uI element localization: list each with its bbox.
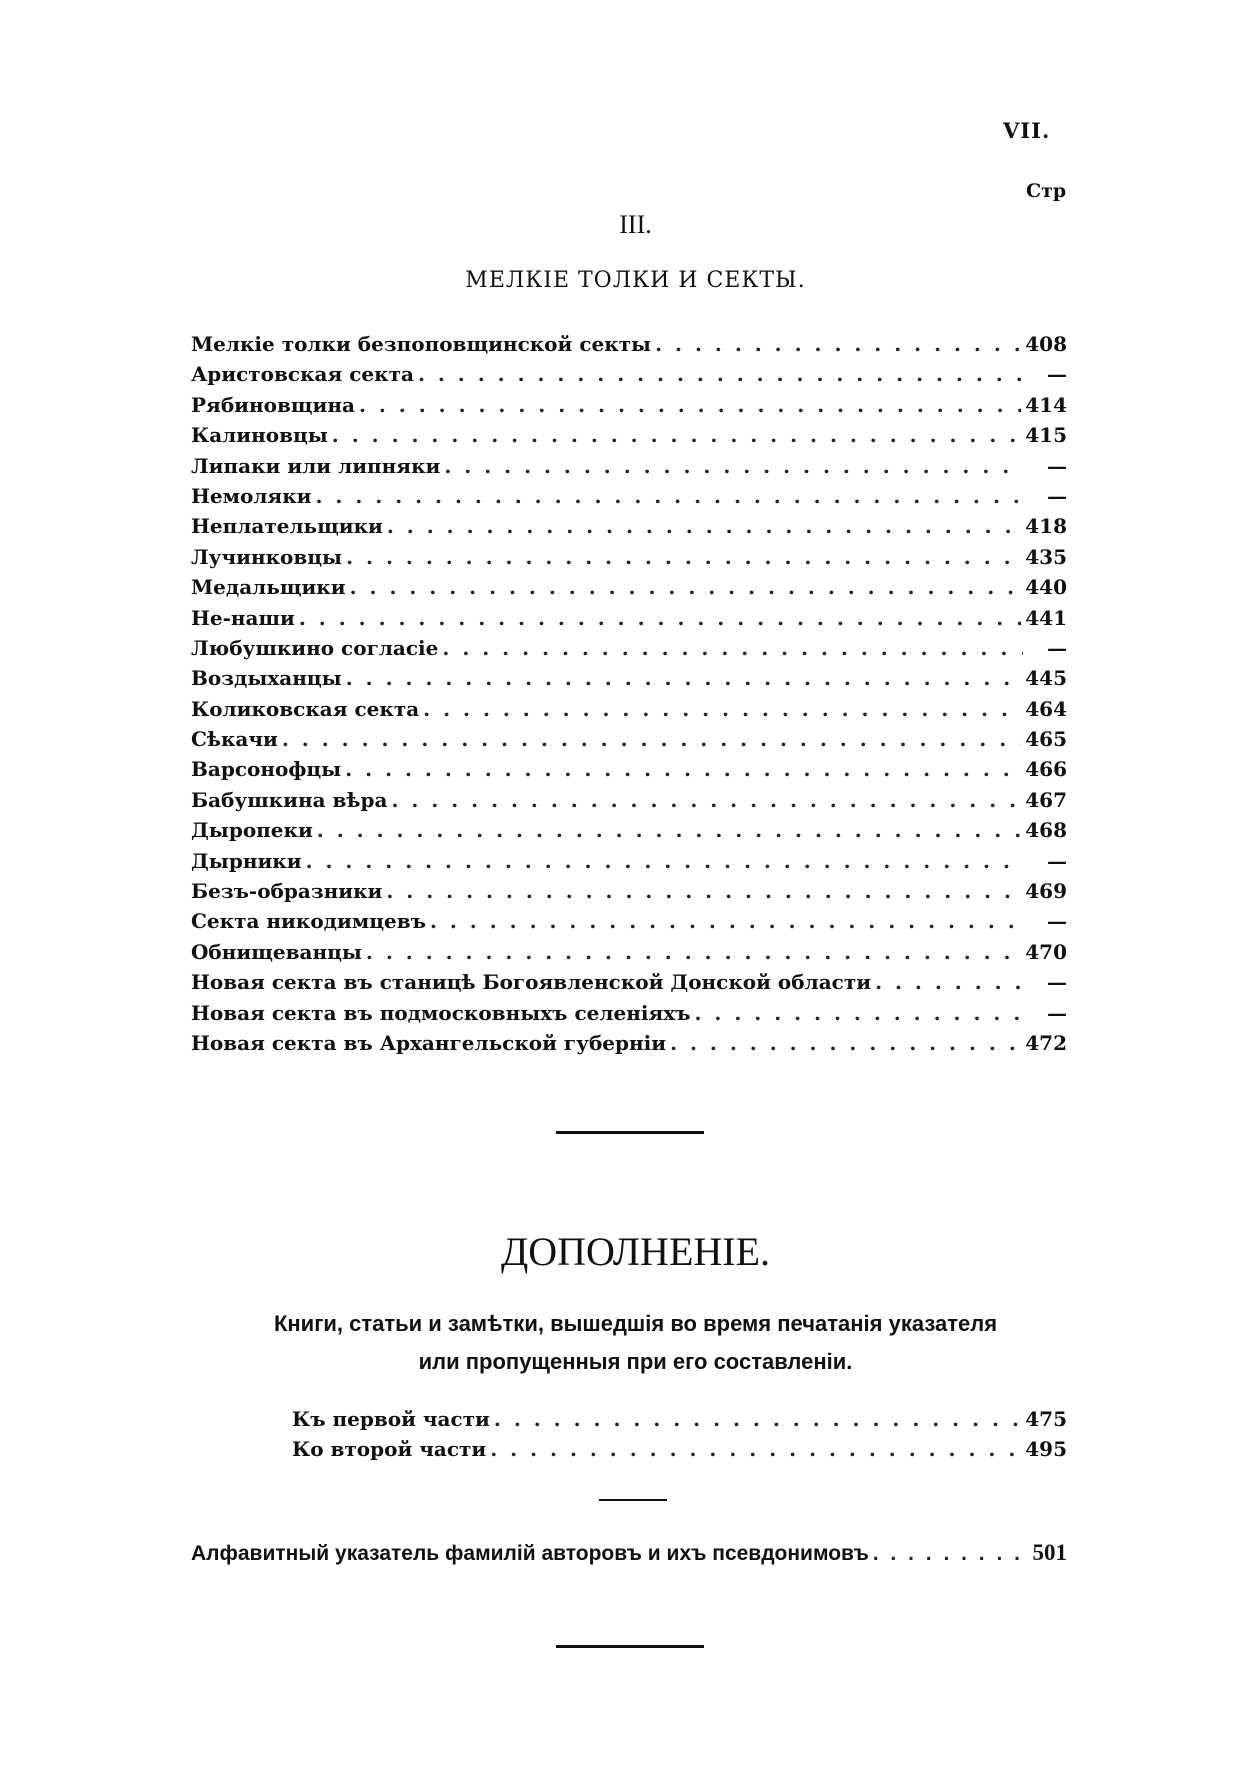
toc-entry: [191, 484, 1067, 514]
toc-entry-page: —: [1047, 909, 1067, 934]
end-divider: [556, 1645, 704, 1648]
toc-entry-page: —: [1047, 970, 1067, 995]
dot-leader: [386, 879, 1021, 903]
dot-leader: [490, 1437, 1021, 1461]
dot-leader: [317, 818, 1021, 842]
toc-entry: [191, 666, 1067, 696]
dot-leader: [350, 575, 1022, 599]
dot-leader: [430, 909, 1023, 933]
supplement-toc: [292, 1407, 1067, 1468]
supplement-description-line: Книги, статьи и замѣтки, вышедшія во время печатанія указателя: [273, 1311, 998, 1336]
dot-leader: [444, 454, 1023, 478]
toc-entry: [191, 393, 1067, 423]
toc-entry-title: Варсонофцы: [191, 757, 342, 782]
toc-entry-title: Дырники: [191, 848, 302, 873]
toc-entry-page: 440: [1025, 575, 1067, 600]
toc-entry: [191, 575, 1067, 605]
toc-entry-page: 435: [1025, 544, 1067, 569]
toc-entry-page: 468: [1025, 818, 1067, 843]
toc-entry-page: —: [1047, 848, 1067, 873]
toc-entry-page: 469: [1025, 879, 1067, 904]
toc-entry-page: 408: [1025, 332, 1067, 356]
toc-entry-page: —: [1047, 362, 1067, 387]
toc-entry-title: Сѣкачи: [191, 727, 278, 752]
toc-entry: [191, 818, 1067, 848]
toc-entry-page: 418: [1025, 514, 1067, 539]
toc-entry-title: Лучинковцы: [191, 544, 343, 569]
section-divider: [556, 1131, 704, 1134]
toc-entry-title: Секта никодимцевъ: [191, 909, 426, 934]
toc-entry: [191, 909, 1067, 939]
author-index-title: Алфавитный указатель фамилій авторовъ и ихъ псевдонимовъ: [191, 1542, 869, 1565]
toc-entry: [191, 697, 1067, 727]
toc-entry-page: 475: [1025, 1407, 1067, 1431]
toc-entry-title: Обнищеванцы: [191, 939, 362, 964]
toc-entry-page: 414: [1025, 392, 1067, 417]
short-divider: [599, 1499, 667, 1501]
toc-entry-page: 470: [1025, 939, 1067, 964]
dot-leader: [695, 1001, 1024, 1025]
toc-entry-title: Къ первой части: [292, 1407, 490, 1431]
toc-entry-page: 467: [1025, 787, 1067, 812]
toc-entry: [191, 1031, 1067, 1061]
toc-entry: [191, 423, 1067, 453]
section-toc: [191, 332, 1067, 1061]
dot-leader: [299, 606, 1021, 630]
toc-entry: [191, 1001, 1067, 1031]
dot-leader: [873, 1542, 1029, 1566]
dot-leader: [346, 545, 1021, 569]
toc-entry: [191, 332, 1067, 362]
toc-entry-page: 441: [1025, 605, 1067, 630]
toc-entry-title: Ко второй части: [292, 1437, 487, 1462]
toc-entry-title: Неплательщики: [191, 514, 383, 539]
dot-leader: [387, 514, 1021, 538]
dot-leader: [442, 636, 1023, 660]
toc-entry: [292, 1407, 1067, 1437]
toc-entry-page: 495: [1025, 1437, 1067, 1462]
toc-entry-title: Аристовская секта: [191, 362, 414, 387]
section-numeral: III.: [619, 210, 652, 239]
toc-entry: [191, 545, 1067, 575]
dot-leader: [359, 393, 1021, 417]
toc-entry-page: —: [1047, 1000, 1067, 1025]
toc-entry: [191, 757, 1067, 787]
toc-entry-page: 472: [1025, 1030, 1067, 1055]
toc-entry-page: —: [1047, 635, 1067, 660]
toc-entry-title: Рябиновщина: [191, 392, 355, 417]
toc-entry: [191, 788, 1067, 818]
dot-leader: [494, 1407, 1021, 1431]
toc-entry-title: Безъ-образники: [191, 879, 383, 904]
toc-entry-page: 445: [1025, 666, 1067, 691]
toc-entry-page: 415: [1025, 423, 1067, 448]
toc-entry: [191, 940, 1067, 970]
dot-leader: [670, 1031, 1021, 1055]
dot-leader: [306, 849, 1023, 873]
toc-entry: [191, 849, 1067, 879]
dot-leader: [332, 423, 1021, 447]
toc-entry-page: —: [1047, 483, 1067, 508]
toc-entry: [191, 606, 1067, 636]
dot-leader: [391, 788, 1021, 812]
toc-entry-title: Новая секта въ Архангельской губерніи: [191, 1030, 667, 1055]
dot-leader: [875, 970, 1023, 994]
toc-entry-title: Калиновцы: [191, 423, 328, 448]
dot-leader: [345, 757, 1021, 781]
toc-entry: [191, 454, 1067, 484]
toc-entry: [191, 362, 1067, 392]
toc-entry-title: Медальщики: [191, 575, 346, 600]
dot-leader: [423, 697, 1021, 721]
author-index-entry: [191, 1540, 1067, 1566]
toc-entry-title: Не-наши: [191, 605, 295, 630]
toc-entry: [191, 514, 1067, 544]
toc-entry: [191, 879, 1067, 909]
toc-entry-page: 466: [1025, 757, 1067, 782]
dot-leader: [282, 727, 1021, 751]
toc-entry: [292, 1437, 1067, 1467]
toc-entry: [191, 970, 1067, 1000]
toc-entry-title: Бабушкина вѣра: [191, 787, 388, 812]
supplement-title: ДОПОЛНЕНІЕ.: [500, 1229, 771, 1274]
toc-entry-title: Дыропеки: [191, 818, 313, 843]
toc-entry-page: 465: [1025, 727, 1067, 752]
toc-entry-page: —: [1047, 453, 1067, 478]
toc-entry-title: Любушкино согласіе: [191, 635, 439, 660]
toc-entry-title: Новая секта въ подмосковныхъ селеніяхъ: [191, 1000, 691, 1025]
toc-entry-title: Коликовская секта: [191, 696, 420, 721]
dot-leader: [316, 484, 1024, 508]
toc-entry: [191, 727, 1067, 757]
toc-entry-title: Липаки или липняки: [191, 453, 441, 478]
toc-entry: [191, 636, 1067, 666]
section-title: МЕЛКІЕ ТОЛКИ И СЕКТЫ.: [465, 268, 806, 293]
toc-entry-title: Новая секта въ станицѣ Богоявленской Донской области: [191, 970, 872, 995]
page-column-label: Стр: [1026, 180, 1067, 202]
page-number: VII.: [1003, 118, 1051, 143]
toc-entry-title: Воздыханцы: [191, 666, 342, 691]
author-index-page: 501: [1032, 1540, 1067, 1565]
dot-leader: [346, 666, 1022, 690]
toc-entry-title: Мелкіе толки безпоповщинской секты: [191, 332, 652, 356]
toc-entry-page: 464: [1025, 696, 1067, 721]
supplement-description-line: или пропущенныя при его составленіи.: [418, 1349, 853, 1374]
supplement-description: [0, 1305, 1259, 1381]
toc-entry-title: Немоляки: [191, 483, 312, 508]
dot-leader: [366, 940, 1021, 964]
dot-leader: [655, 332, 1021, 356]
dot-leader: [418, 362, 1023, 386]
